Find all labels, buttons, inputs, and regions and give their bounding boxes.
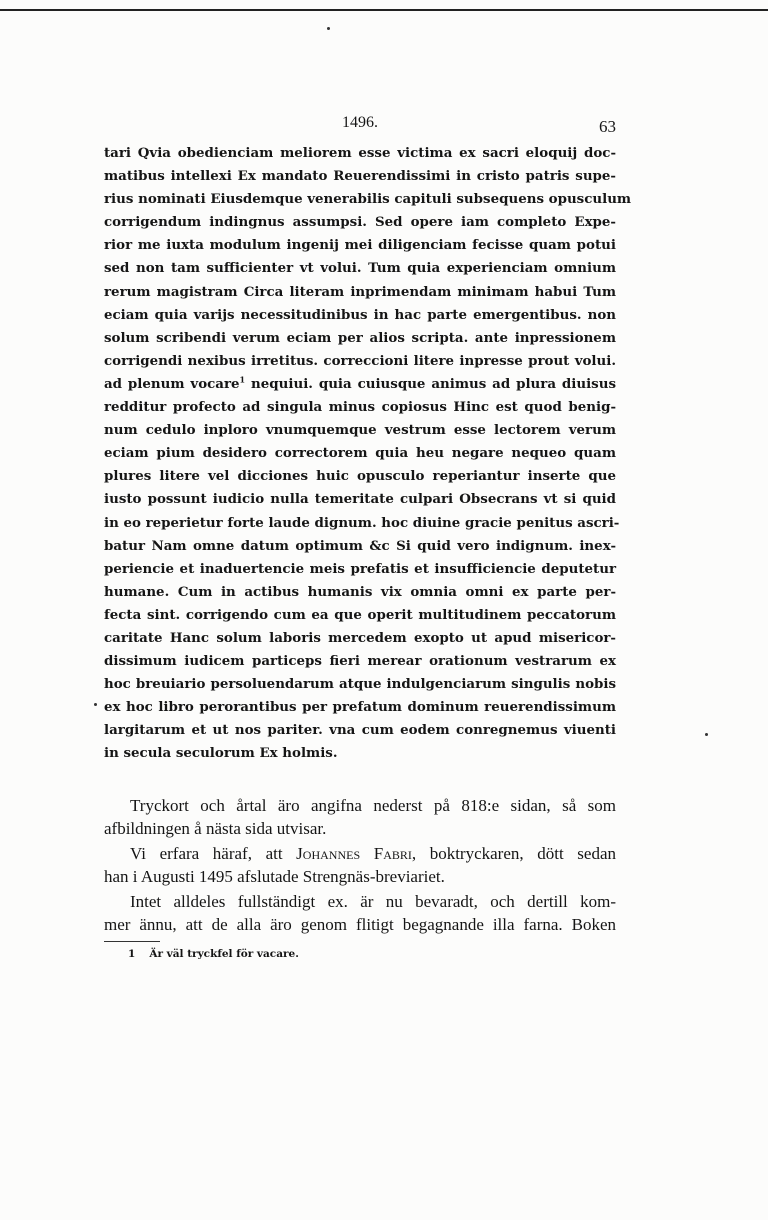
text-fragment: , boktryckaren, dött sedan (411, 844, 616, 864)
footnote-separator (104, 941, 160, 942)
text-line: in eo reperietur forte laude dignum. hoc diuine gracie penitus ascri- (104, 514, 620, 531)
text-line: corrigendum indingnus assumpsi. Sed opere iam completo Expe- (104, 214, 616, 231)
text-line: hoc breuiario persoluendarum atque indulgenciarum singulis nobis (104, 676, 616, 693)
text-line: rerum magistram Circa literam inprimendam minimam habui Tum (104, 283, 616, 300)
running-head-year: 1496. (342, 114, 378, 131)
text-line: Intet alldeles fullständigt ex. är nu bevaradt, och dertill kom- (130, 892, 616, 912)
text-line: dissimum iudicem particeps fieri merear orationum vestrarum ex (104, 653, 616, 670)
text-line: sed non tam sufficienter vt volui. Tum quia experienciam omnium (104, 260, 616, 277)
text-fragment: Vi erfara häraf, att (130, 844, 297, 864)
text-line: afbildningen å nästa sida utvisar. (104, 818, 327, 838)
text-line: solum scribendi verum eciam per alios scripta. ante inpressionem (104, 329, 616, 346)
text-line: fecta sint. corrigendo cum ea que operit multitudinem peccatorum (104, 606, 616, 623)
text-line: caritate Hanc solum laboris mercedem exopto ut apud misericor- (104, 629, 616, 646)
paragraph-copies (104, 891, 616, 937)
text-line: tari Qvia obedienciam meliorem esse victima ex sacri eloquij doc- (104, 145, 616, 161)
text-line: matibus intellexi Ex mandato Reuerendissimi in cristo patris supe- (104, 168, 616, 185)
text-line: eciam quia varijs necessitudinibus in hac parte emergentibus. non (104, 306, 616, 323)
text-line: periencie et inaduertencie meis prefatis et insufficiencie deputetur (104, 560, 616, 577)
text-line: in secula seculorum Ex holmis. (104, 745, 338, 762)
text-line: corrigendi nexibus irretitus. correccioni litere inpresse prout volui. (104, 352, 616, 369)
scan-speck (705, 733, 708, 736)
latin-quotation (104, 142, 632, 766)
scan-speck (327, 27, 330, 30)
text-line: eciam pium desidero correctorem quia heu negare nequeo quam (104, 445, 616, 462)
commentary-text (104, 795, 616, 939)
footnote-reference: 1 (239, 374, 246, 385)
text-line (104, 843, 616, 866)
text-line: redditur profecto ad singula minus copiosus Hinc est quod benig- (104, 399, 616, 416)
footnote-text: Är väl tryckfel för vacare. (149, 948, 299, 960)
text-line: plures litere vel dicciones huic opusculo reperiantur inserte que (104, 468, 616, 485)
text-line-with-note (104, 373, 616, 396)
text-line: humane. Cum in actibus humanis vix omnia omni ex parte per- (104, 583, 616, 600)
text-line: rius nominati Eiusdemque venerabilis capituli subsequens opusculum (104, 191, 632, 208)
top-scan-rule (0, 9, 768, 11)
paragraph-printing-place (104, 795, 616, 841)
text-line: mer ännu, att de alla äro genom flitigt begagnande illa farna. Boken (104, 914, 616, 934)
text-line: iusto possunt iudicio nulla temeritate culpari Obsecrans vt si quid (104, 491, 616, 508)
scan-speck (94, 703, 97, 706)
printer-first-name: Johannes (296, 844, 361, 864)
footnote-number: 1 (128, 948, 136, 960)
footnote (128, 948, 299, 960)
page-header (104, 114, 616, 138)
text-line: largitarum et ut nos pariter. vna cum eodem conregnemus viuenti (104, 722, 616, 739)
text-line: han i Augusti 1495 afslutade Strengnäs-breviariet. (104, 866, 445, 886)
text-fragment: nequiui. quia cuiusque animus ad plura diuisus (245, 375, 616, 392)
paragraph-printer (104, 843, 616, 889)
page-number: 63 (599, 117, 616, 136)
text-line: Tryckort och årtal äro angifna nederst på 818:e sidan, så som (130, 796, 616, 815)
text-line: num cedulo inploro vnumquemque vestrum esse lectorem verum (104, 422, 616, 439)
printer-last-name: Fabri (373, 844, 412, 864)
text-line: ex hoc libro perorantibus per prefatum dominum reuerendissimum (104, 699, 616, 716)
text-line: batur Nam omne datum optimum &c Si quid vero indignum. inex- (104, 537, 616, 554)
text-fragment: ad plenum vocare (104, 375, 240, 392)
text-line: rior me iuxta modulum ingenij mei diligenciam fecisse quam potui (104, 237, 616, 254)
